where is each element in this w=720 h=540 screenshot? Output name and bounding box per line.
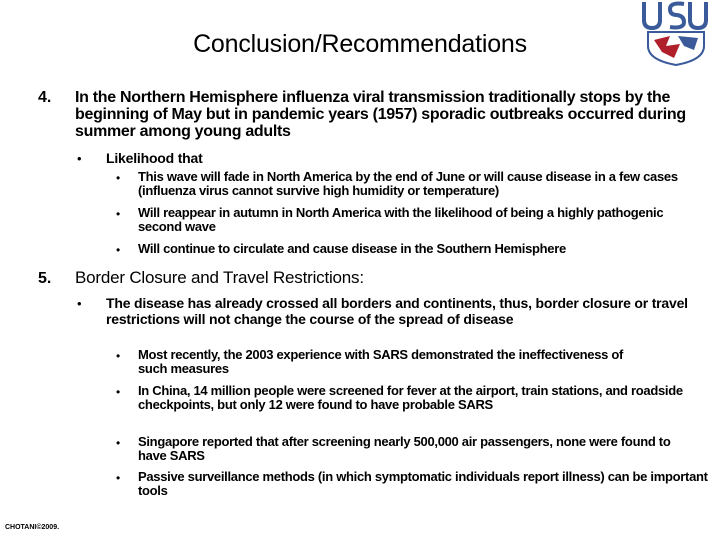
sub-bullet-dot: • [116, 243, 121, 257]
sub-bullet-dot: • [116, 385, 121, 399]
bullet-text: Likelihood that [106, 150, 203, 166]
slide-title: Conclusion/Recommendations [193, 30, 527, 58]
sub-bullet-text: This wave will fade in North America by the end of June or will cause disease in a few cases (influenza virus cannot survive high humidity or temperature) [138, 169, 678, 198]
sub-bullet-text: Will reappear in autumn in North America with the likelihood of being a highly pathogenic second wave [138, 205, 664, 234]
sub-bullet-text: Passive surveillance methods (in which symptomatic individuals report illness) can be important tools [138, 469, 708, 498]
bullet-text: The disease has already crossed all borders and continents, thus, border closure or travel restrictions will not change the course of the spread of disease [106, 295, 688, 327]
sub-bullet-dot: • [116, 436, 121, 450]
bullet-dot: • [77, 151, 82, 166]
sub-bullet-dot: • [116, 171, 121, 185]
section-number: 4. [38, 89, 52, 106]
sub-bullet-text: Singapore reported that after screening nearly 500,000 air passengers, none were found to have SARS [138, 434, 671, 463]
section-heading: Border Closure and Travel Restrictions: [75, 268, 364, 287]
sub-bullet-dot: • [116, 207, 121, 221]
section-heading: In the Northern Hemisphere influenza viral transmission traditionally stops by the beginning of May but in pandemic years (1957) sporadic outbreaks occurred during summer among young adults [75, 89, 686, 140]
sub-bullet-text: Most recently, the 2003 experience with SARS demonstrated the ineffectiveness of such measures [138, 347, 624, 376]
section-number: 5. [38, 270, 52, 287]
copyright-footer: CHOTANI©2009. [5, 524, 60, 531]
sub-bullet-text: In China, 14 million people were screened for fever at the airport, train stations, and roadside checkpoints, but only 12 were found to have probable SARS [138, 383, 683, 412]
bullet-dot: • [77, 296, 82, 311]
sub-bullet-dot: • [116, 471, 121, 485]
sub-bullet-dot: • [116, 349, 121, 363]
sub-bullet-text: Will continue to circulate and cause disease in the Southern Hemisphere [138, 241, 566, 256]
